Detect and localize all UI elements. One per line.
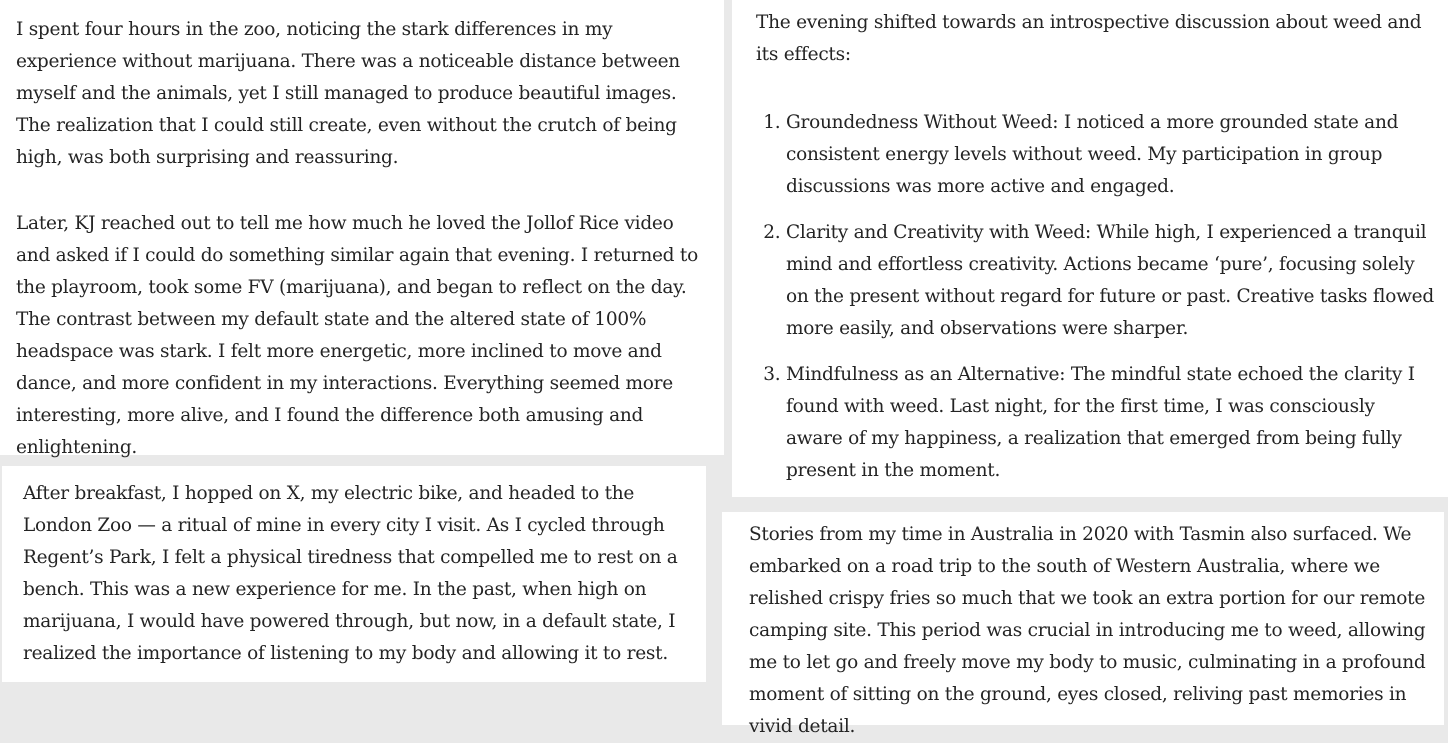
numbered-list <box>756 107 1436 487</box>
excerpt-weed-discussion <box>732 0 1448 497</box>
paragraph-australia: Stories from my time in Australia in 2020 with Tasmin also surfaced. We embarked on a road trip to the south of Western Australia, where we relished crispy fries so much that we took an extra portion for our remote camping site. This period was crucial in introducing me to weed, allowing me to let go and freely move my body to music, culminating in a profound moment of sitting on the ground, eyes closed, reliving past memories in vivid detail. <box>749 524 1426 737</box>
list-item: 1. Groundedness Without Weed: I noticed a more grounded state and consistent energy levels without weed. My participation in group discussions was more active and engaged. <box>786 107 1436 203</box>
paragraph-zoo-hours: I spent four hours in the zoo, noticing the stark differences in my experience without marijuana. There was a noticeable distance between myself and the animals, yet I still managed to produce beautiful images. The realization that I could still create, even without the crutch of being high, was both surprising and reassuring. <box>16 19 680 168</box>
paragraph-breakfast-bike: After breakfast, I hopped on X, my electric bike, and headed to the London Zoo — a ritual of mine in every city I visit. As I cycled through Regent’s Park, I felt a physical tiredness that compelled me to rest on a bench. This was a new experience for me. In the past, when high on marijuana, I would have powered through, but now, in a default state, I realized the importance of listening to my body and allowing it to rest. <box>23 483 678 664</box>
excerpt-zoo-reflection <box>0 0 724 458</box>
list-item: 3. Mindfulness as an Alternative: The mindful state echoed the clarity I found with weed. Last night, for the first time, I was consciously aware of my happiness, a realization that emerged from being fully present in the moment. <box>786 359 1436 487</box>
paragraph-discussion-intro: The evening shifted towards an introspective discussion about weed and its effects: <box>756 12 1422 65</box>
list-item: 2. Clarity and Creativity with Weed: While high, I experienced a tranquil mind and effortless creativity. Actions became ‘pure’, focusing solely on the present without regard for future or past. Creative tasks flowed more easily, and observations were sharper. <box>786 217 1436 345</box>
excerpt-bike-ride <box>2 466 706 682</box>
excerpt-australia-stories <box>722 512 1444 737</box>
paragraph-kj-evening: Later, KJ reached out to tell me how much he loved the Jollof Rice video and asked if I could do something similar again that evening. I returned to the playroom, took some FV (marijuana), and began to reflect on the day. The contrast between my default state and the altered state of 100% headspace was stark. I felt more energetic, more inclined to move and dance, and more confident in my interactions. Everything seemed more interesting, more alive, and I found the difference both amusing and enlightening. <box>16 213 698 458</box>
